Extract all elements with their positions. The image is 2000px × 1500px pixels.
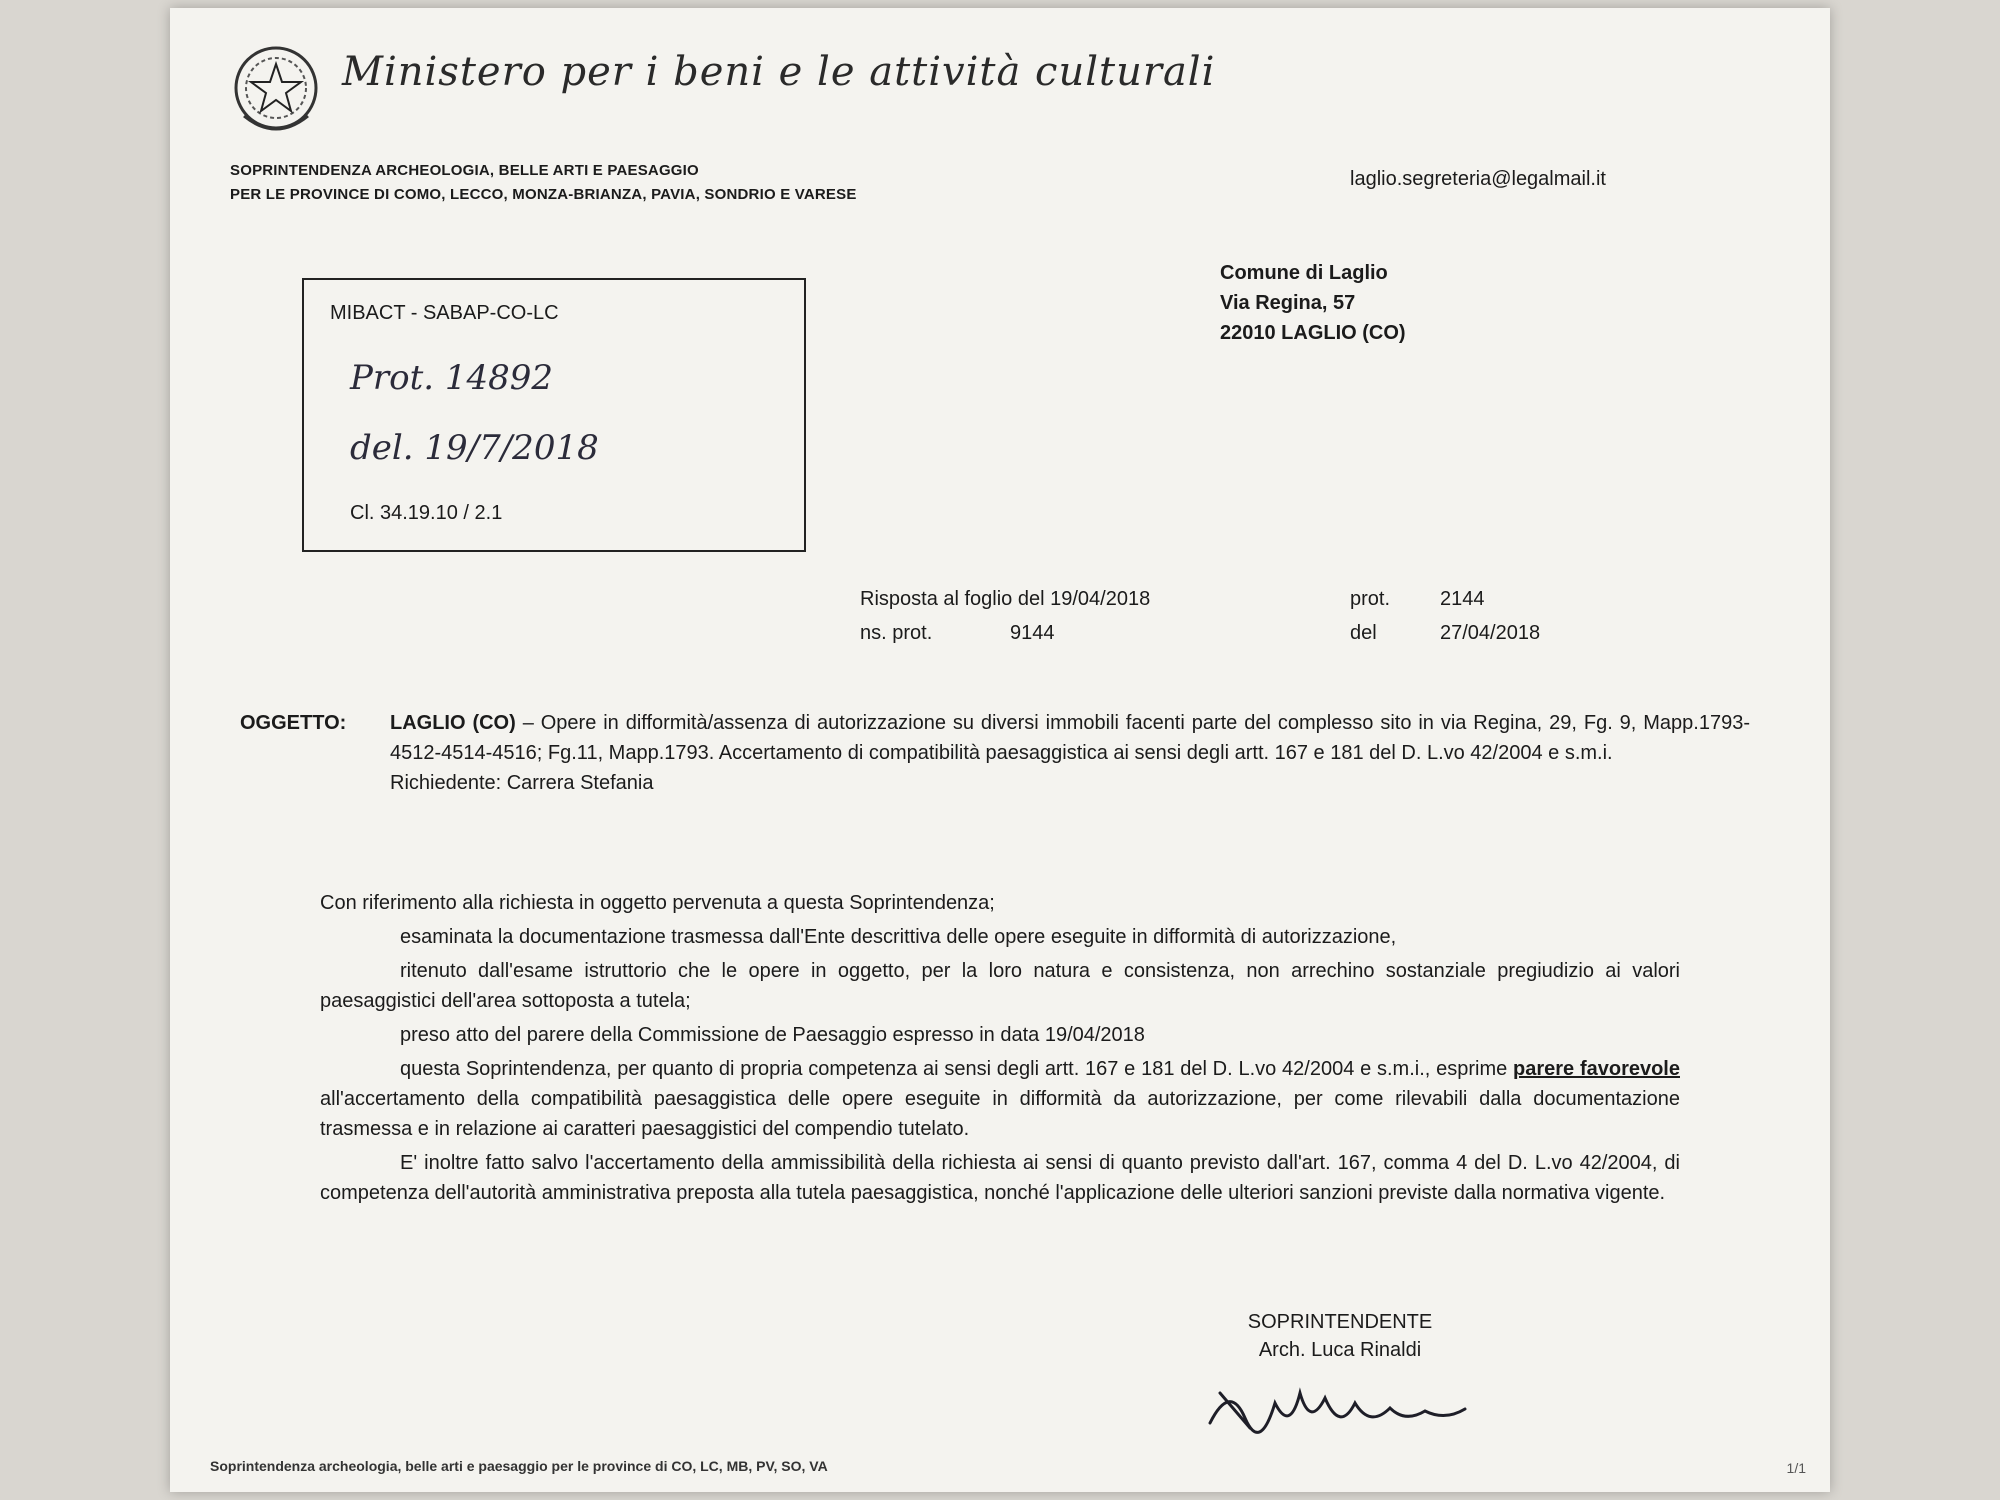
recipient-pec: laglio.segreteria@legalmail.it [1350, 168, 1606, 190]
reference-row-ours [860, 622, 1820, 656]
ns-prot-label: ns. prot. [860, 622, 933, 644]
favorable-opinion: parere favorevole [1513, 1058, 1680, 1080]
signatory-title: SOPRINTENDENTE [1247, 1311, 1433, 1333]
recipient-city: 22010 LAGLIO (CO) [1220, 322, 1406, 344]
page-number: 1/1 [1786, 1460, 1806, 1476]
letter-body [320, 888, 1680, 1212]
reply-to-sheet: Risposta al foglio del 19/04/2018 [860, 588, 1151, 610]
body-paragraph-4: preso atto del parere della Commissione de Paesaggio espresso in data 19/04/2018 [400, 1024, 1145, 1046]
body-paragraph-5-end: all'accertamento della compatibilità paesaggistica delle opere eseguite in difformità da autorizzazione, per come rilevabili dalla documentazione trasmessa e in relazione ai caratteri paesaggistici del compendio tutelato. [320, 1088, 1680, 1140]
letter-page [170, 8, 1830, 1492]
stamp-classification: Cl. 34.19.10 / 2.1 [350, 502, 503, 524]
del-label: del [1350, 622, 1377, 644]
footer-text: Soprintendenza archeologia, belle arti e paesaggio per le province di CO, LC, MB, PV, SO, VA [210, 1458, 828, 1474]
reference-row-reply [860, 588, 1820, 622]
prot-label: prot. [1350, 588, 1391, 610]
subject-requester: Richiedente: Carrera Stefania [390, 772, 654, 794]
handwritten-signature-icon [1150, 1373, 1530, 1443]
body-paragraph-2: esaminata la documentazione trasmessa dall'Ente descrittiva delle opere eseguite in difformità di autorizzazione, [400, 926, 1397, 948]
subject-place: LAGLIO (CO) [390, 712, 516, 734]
body-paragraph-5 [320, 1054, 1680, 1144]
soprintendenza-name: SOPRINTENDENZA ARCHEOLOGIA, BELLE ARTI E PAESAGGIO [230, 162, 699, 179]
signatory-name: Arch. Luca Rinaldi [1258, 1339, 1422, 1361]
prot-value: 2144 [1440, 588, 1485, 610]
soprintendenza-provinces: PER LE PROVINCE DI COMO, LECCO, MONZA-BRIANZA, PAVIA, SONDRIO E VARESE [230, 186, 857, 203]
body-paragraph-3: ritenuto dall'esame istruttorio che le opere in oggetto, per la loro natura e consistenza, non arrechino sostanziale pregiudizio ai valori paesaggistici dell'area sottoposta a tutela; [320, 960, 1680, 1012]
body-paragraph-5-start: questa Soprintendenza, per quanto di propria competenza ai sensi degli artt. 167 e 181 del D. L.vo 42/2004 e s.m.i., esprime [400, 1058, 1508, 1080]
letterhead [230, 42, 1770, 252]
republic-emblem-icon [230, 42, 322, 138]
reference-block [860, 588, 1820, 656]
stamp-date-handwritten: del. 19/7/2018 [350, 428, 599, 468]
recipient-name: Comune di Laglio [1220, 262, 1388, 284]
recipient-address [1220, 258, 1406, 348]
stamp-title: MIBACT - SABAP-CO-LC [330, 302, 559, 324]
body-paragraph-1: Con riferimento alla richiesta in oggetto pervenuta a questa Soprintendenza; [320, 892, 995, 914]
body-paragraph-6: E' inoltre fatto salvo l'accertamento della ammissibilità della richiesta ai sensi di quanto previsto dall'art. 167, comma 4 del D. L.vo 42/2004, di competenza dell'autorità amministrativa preposta alla tutela paesaggistica, nonché l'applicazione delle ulteriori sanzioni previste dalla normativa vigente. [320, 1152, 1680, 1204]
ns-prot-value: 9144 [1010, 622, 1055, 644]
recipient-street: Via Regina, 57 [1220, 292, 1356, 314]
protocol-stamp [302, 278, 806, 552]
stamp-protocol-handwritten: Prot. 14892 [350, 358, 554, 398]
del-value: 27/04/2018 [1440, 622, 1541, 644]
ministry-name: Ministero per i beni e le attività culturali [342, 49, 1216, 95]
subject-description: – Opere in difformità/assenza di autorizzazione su diversi immobili facenti parte del complesso sito in via Regina, 29, Fg. 9, Mapp.1793-4512-4514-4516; Fg.11, Mapp.1793. Accertamento di compatibilità paesaggistica ai sensi degli artt. 167 e 181 del D. L.vo 42/2004 e s.m.i. [390, 712, 1750, 764]
signature-block [1150, 1308, 1530, 1364]
subject-text [390, 708, 1750, 798]
subject-label: OGGETTO: [240, 712, 347, 734]
